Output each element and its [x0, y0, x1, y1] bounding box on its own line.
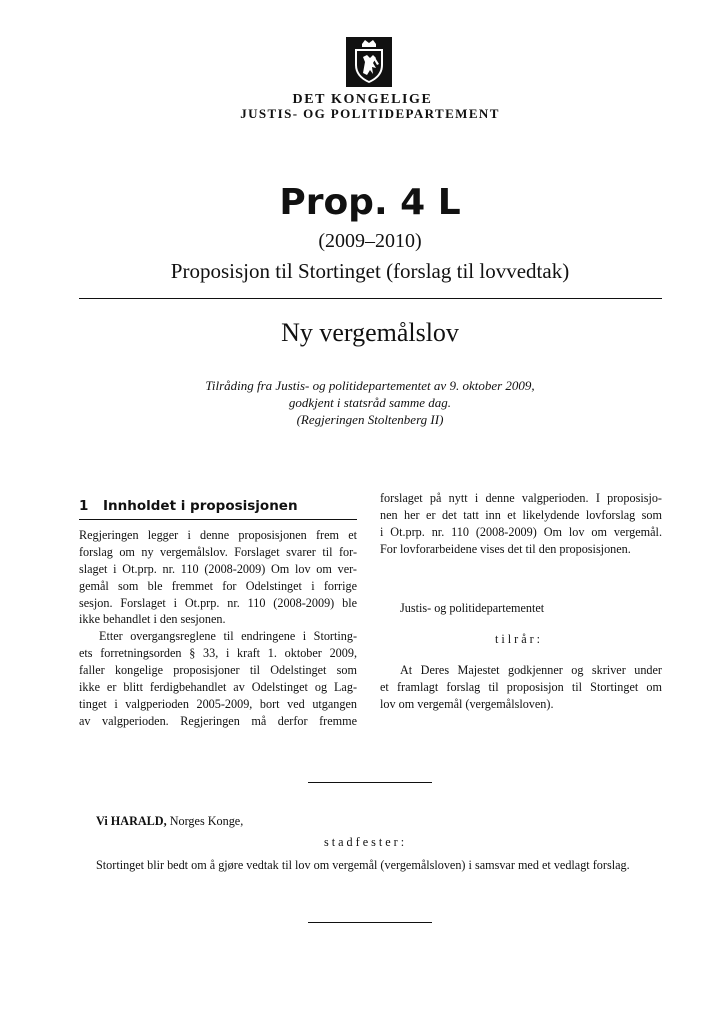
text-line: forslaget på nytt i denne valgperioden. I proposisjo- [380, 491, 662, 505]
text-line: For lovforarbeidene vises det til den proposisjonen. [380, 541, 631, 556]
section-heading-text: Innholdet i proposisjonen [103, 498, 298, 514]
section-heading [79, 497, 298, 515]
signoff-text [380, 662, 662, 713]
text-line: slaget i Ot.prp. nr. 110 (2008-2009) Om lov om ver- [79, 561, 357, 576]
separator-rule [308, 782, 432, 783]
text-line: lov om vergemål (vergemålsloven). [380, 696, 554, 711]
text-line: Regjeringen legger i denne proposisjonen frem et [79, 528, 357, 542]
text-line: et framlagt forslag til proposisjon til Stortinget om [380, 679, 662, 694]
text-line: At Deres Majestet godkjenner og skriver under [400, 663, 662, 677]
department-line-2: JUSTIS- OG POLITIDEPARTEMENT [240, 106, 500, 121]
department-line-1: DET KONGELIGE [292, 92, 433, 107]
section-number: 1 [79, 498, 89, 514]
coat-of-arms-icon [346, 37, 392, 87]
left-column-text [79, 527, 357, 730]
text-line: i Ot.prp. nr. 110 (2008-2009) Om lov om vergemål. [380, 524, 662, 539]
proposition-number: Prop. 4 L [279, 182, 461, 223]
text-line: ikke er blitt ferdigbehandlet av Odelstinget og Lag- [79, 680, 357, 695]
decree-text [79, 857, 662, 874]
document-title: Ny vergemålslov [281, 318, 459, 347]
stadfester-label: stadfester: [324, 835, 408, 849]
signing-department: Justis- og politidepartementet [400, 601, 545, 615]
right-column-text [380, 490, 662, 558]
recommendation-line: Tilråding fra Justis- og politidepartementet av 9. oktober 2009, [205, 378, 535, 393]
text-line: av valgperioden. Regjeringen må derfor fremme [79, 713, 357, 728]
text-line: Etter overgangsreglene til endringene i Storting- [99, 629, 357, 644]
text-line: ets forretningsorden § 33, i kraft 1. oktober 2009, [79, 646, 357, 661]
separator-rule [308, 922, 432, 923]
session-years: (2009–2010) [318, 230, 422, 252]
title-divider [79, 298, 662, 299]
text-line: faller kongelige proposisjoner til Odelstinget som [79, 663, 357, 678]
text-line: sesjon. Forslaget i Ot.prp. nr. 110 (2008-2009) ble [79, 595, 357, 610]
decree-body: Stortinget blir bedt om å gjøre vedtak til lov om vergemål (vergemålsloven) i samsvar med et vedlagt forslag. [96, 858, 630, 872]
recommendation-line: (Regjeringen Stoltenberg II) [296, 412, 444, 427]
proposition-type: Proposisjon til Stortinget (forslag til lovvedtak) [170, 259, 570, 283]
text-line: gemål som ble fremmet for Odelstinget i forrige [79, 578, 357, 593]
royal-decree-opening [96, 813, 243, 830]
text-line: tinget i valgperioden 2005-2009, bort ved utgangen [79, 696, 357, 711]
king-title: Norges Konge, [166, 814, 244, 828]
recommendation-note [100, 377, 640, 428]
text-line: forslag om ny vergemålslov. Forslaget svarer til for- [79, 544, 357, 559]
king-name: Vi HARALD, [96, 814, 167, 828]
tilrar-label: tilrår: [495, 632, 544, 646]
section-divider [79, 519, 357, 520]
recommendation-line: godkjent i statsråd samme dag. [288, 395, 452, 410]
text-line: nen her er det tatt inn et likelydende lovforslag som [380, 507, 662, 522]
text-line: ikke behandlet i den sesjonen. [79, 612, 226, 627]
